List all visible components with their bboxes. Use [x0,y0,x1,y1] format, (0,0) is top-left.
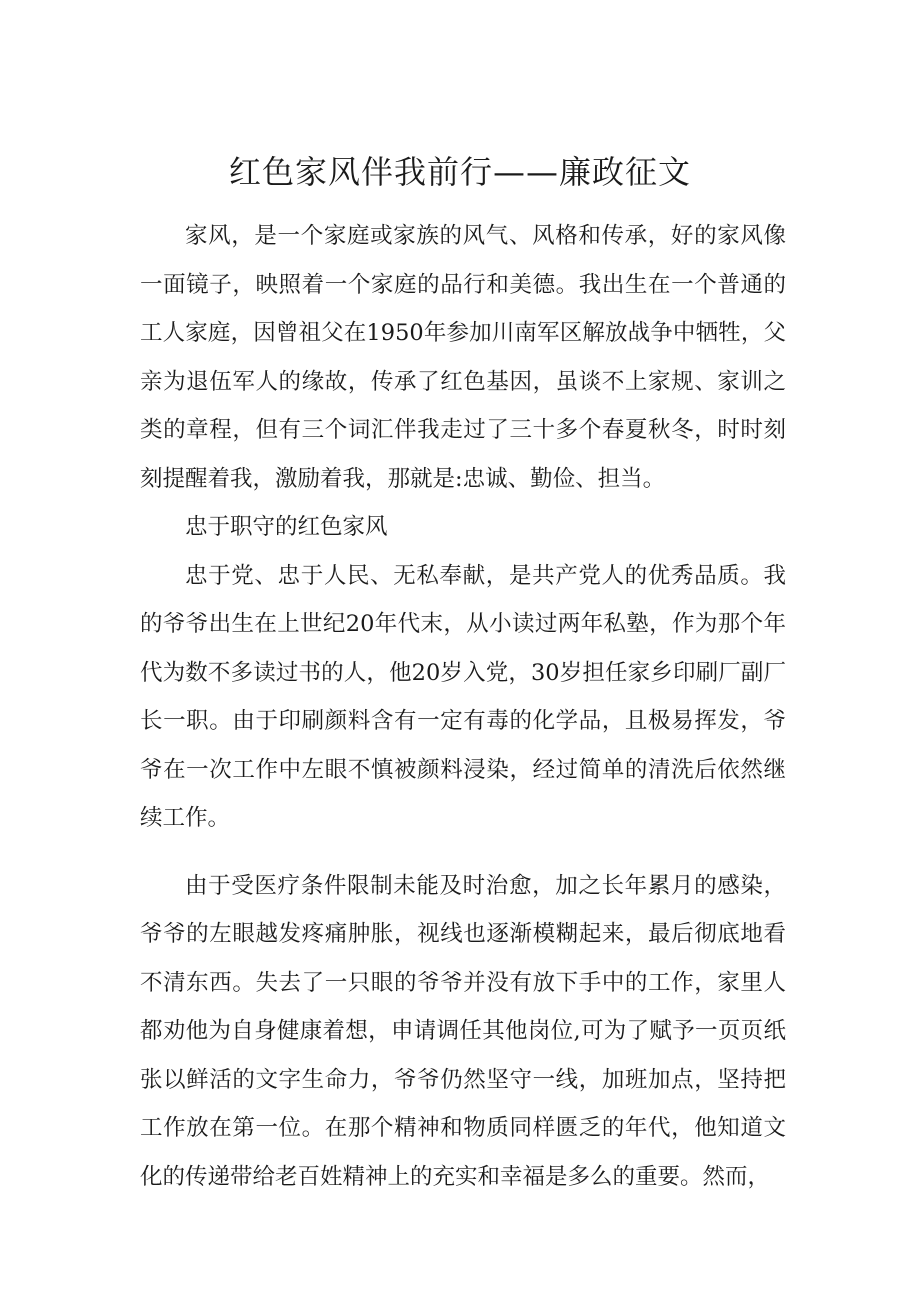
document-title: 红色家风伴我前行——廉政征文 [228,153,691,191]
section-heading: 忠于职守的红色家风 [185,514,388,540]
paragraph-illness: 由于受医疗条件限制未能及时治愈，加之长年累月的感染，爷爷的左眼越发疼痛肿胀，视线也逐渐模糊起来，最后彻底地看不清东西。失去了一只眼的爷爷并没有放下手中的工作，家里人都劝他为自身健康着想，申请调任其他岗位,可为了赋予一页页纸张以鲜活的文字生命力，爷爷仍然坚守一线，加班加点，坚持把工作放在第一位。在那个精神和物质同样匮乏的年代，他知道文化的传递带给老百姓精神上的充实和幸福是多么的重要。然而， [140,872,786,1190]
paragraph-grandfather: 忠于党、忠于人民、无私奉献，是共产党人的优秀品质。我的爷爷出生在上世纪20年代末，从小读过两年私塾，作为那个年代为数不多读过书的人，他20岁入党，30岁担任家乡印刷厂副厂长一职。由于印刷颜料含有一定有毒的化学品，且极易挥发，爷爷在一次工作中左眼不慎被颜料浸染，经过简单的清洗后依然继续工作。 [140,562,786,831]
document-body [140,212,786,1201]
paragraph-intro: 家风，是一个家庭或家族的风气、风格和传承，好的家风像一面镜子，映照着一个家庭的品行和美德。我出生在一个普通的工人家庭，因曾祖父在1950年参加川南军区解放战争中牺牲，父亲为退伍军人的缘故，传承了红色基因，虽谈不上家规、家训之类的章程，但有三个词汇伴我走过了三十多个春夏秋冬，时时刻刻提醒着我，激励着我，那就是:忠诚、勤俭、担当。 [140,223,786,492]
